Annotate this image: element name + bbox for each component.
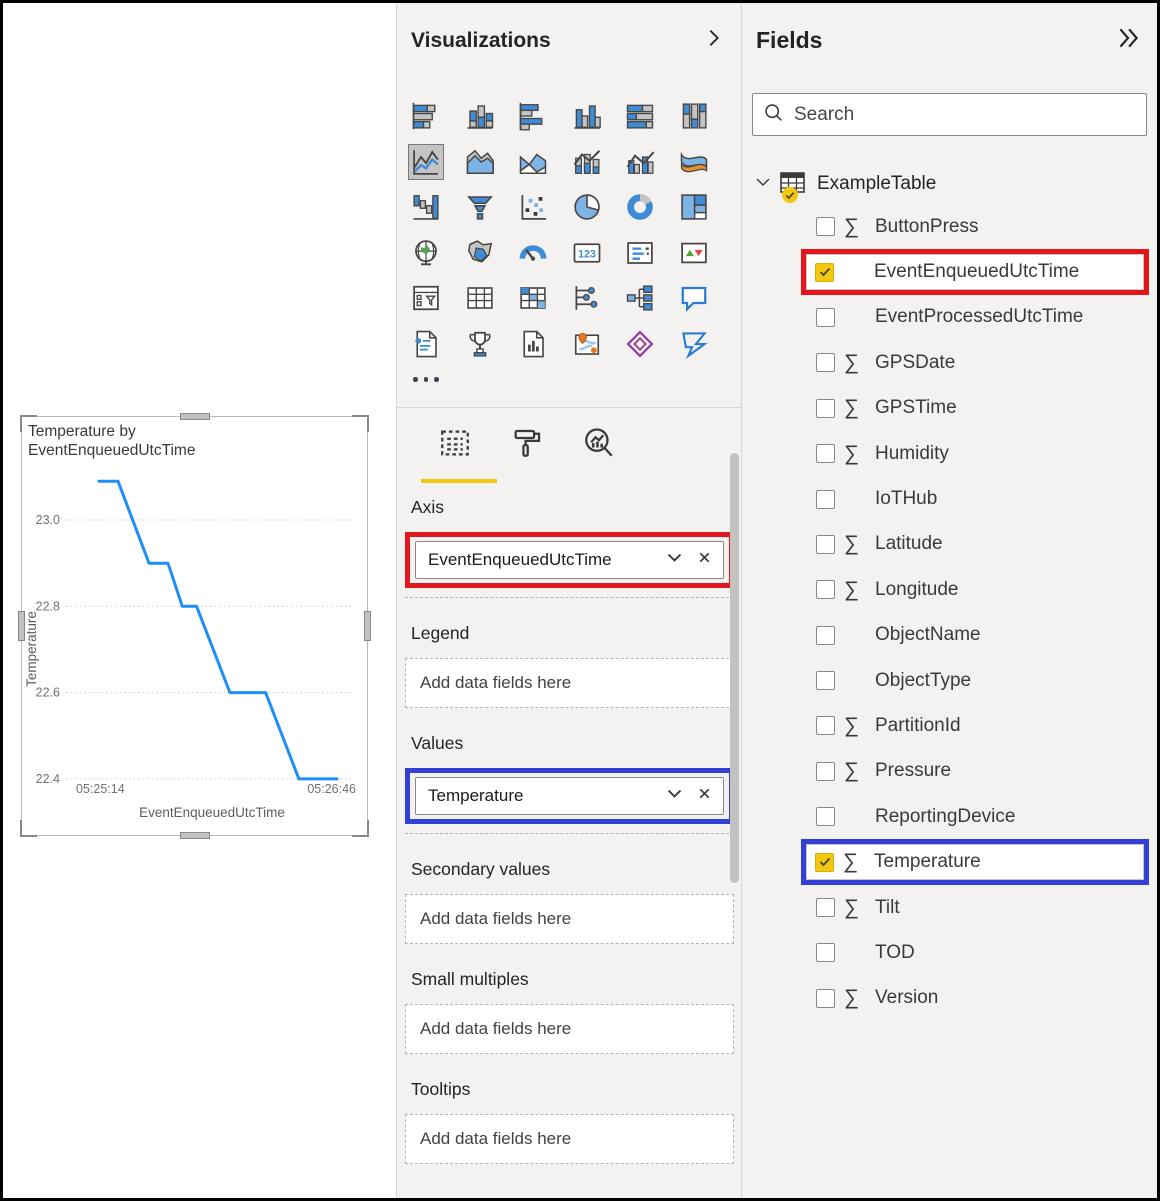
field-label: GPSDate bbox=[875, 351, 956, 373]
field-row-temperature[interactable] bbox=[801, 839, 1149, 884]
fields-pane bbox=[742, 3, 1157, 1198]
sigma-icon: ∑ bbox=[844, 759, 859, 783]
field-label: ObjectName bbox=[875, 624, 981, 646]
field-checkbox-latitude[interactable] bbox=[816, 535, 835, 554]
donut-chart-icon[interactable] bbox=[623, 190, 657, 224]
blue-annotation-box bbox=[405, 768, 734, 824]
search-input[interactable] bbox=[794, 104, 1136, 126]
key-influencers-icon[interactable] bbox=[570, 281, 604, 315]
funnel-chart-icon[interactable] bbox=[463, 190, 497, 224]
empty-well-tooltips[interactable]: Add data fields here bbox=[405, 1114, 734, 1164]
field-checkbox-eventprocessedutctime[interactable] bbox=[816, 308, 835, 327]
pie-chart-icon[interactable] bbox=[570, 190, 604, 224]
sigma-icon: ∑ bbox=[844, 350, 859, 374]
red-annotation-box bbox=[405, 532, 734, 588]
line-clustered-column-chart-icon[interactable] bbox=[623, 145, 657, 179]
field-row-objectname[interactable] bbox=[742, 613, 1157, 658]
power-apps-icon[interactable] bbox=[623, 327, 657, 361]
remove-field-icon[interactable] bbox=[696, 785, 713, 807]
chevron-down-icon[interactable] bbox=[665, 548, 684, 572]
field-row-humidity[interactable] bbox=[742, 431, 1157, 476]
slicer-icon[interactable] bbox=[409, 281, 443, 315]
sigma-icon: ∑ bbox=[844, 577, 859, 601]
field-checkbox-partitionid[interactable] bbox=[816, 716, 835, 735]
field-checkbox-eventenqueuedutctime[interactable] bbox=[815, 263, 834, 282]
field-pill-eventenqueuedutctime[interactable]: EventEnqueuedUtcTime bbox=[415, 541, 724, 579]
field-checkbox-pressure[interactable] bbox=[816, 762, 835, 781]
matrix-icon[interactable] bbox=[516, 281, 550, 315]
field-checkbox-buttonpress[interactable] bbox=[816, 217, 835, 236]
stacked-column-chart-icon[interactable] bbox=[463, 99, 497, 133]
table-icon bbox=[779, 171, 806, 197]
field-label: Temperature bbox=[874, 851, 981, 873]
field-checkbox-humidity[interactable] bbox=[816, 444, 835, 463]
field-label: ReportingDevice bbox=[875, 805, 1016, 827]
visual-type-gallery bbox=[409, 99, 730, 372]
table-checked-badge-icon bbox=[782, 187, 798, 203]
field-row-longitude[interactable] bbox=[742, 567, 1157, 612]
arcgis-map-icon[interactable] bbox=[570, 327, 604, 361]
field-row-eventenqueuedutctime[interactable] bbox=[801, 249, 1149, 294]
field-checkbox-tilt[interactable] bbox=[816, 898, 835, 917]
search-icon bbox=[763, 102, 784, 128]
field-label: PartitionId bbox=[875, 714, 961, 736]
field-label: ButtonPress bbox=[875, 215, 979, 237]
hundred-stacked-bar-chart-icon[interactable] bbox=[623, 99, 657, 133]
divider bbox=[397, 407, 741, 408]
collapse-pane-double-chevron-icon[interactable] bbox=[1115, 25, 1141, 56]
well-label-tooltips: Tooltips bbox=[411, 1079, 471, 1099]
field-checkbox-temperature[interactable] bbox=[815, 853, 834, 872]
line-chart-plot bbox=[22, 473, 369, 835]
field-checkbox-objectname[interactable] bbox=[816, 626, 835, 645]
field-checkbox-gpsdate[interactable] bbox=[816, 353, 835, 372]
paginated-report-icon[interactable] bbox=[409, 327, 443, 361]
sigma-icon: ∑ bbox=[844, 986, 859, 1010]
sigma-icon: ∑ bbox=[844, 396, 859, 420]
field-checkbox-tod[interactable] bbox=[816, 943, 835, 962]
pane-tabs bbox=[437, 423, 617, 463]
field-checkbox-longitude[interactable] bbox=[816, 580, 835, 599]
ribbon-chart-icon[interactable] bbox=[677, 145, 711, 179]
stacked-area-chart-icon[interactable] bbox=[516, 145, 550, 179]
field-row-tod[interactable] bbox=[742, 930, 1157, 975]
field-label: Longitude bbox=[875, 578, 959, 600]
qa-icon[interactable] bbox=[677, 281, 711, 315]
field-row-pressure[interactable] bbox=[742, 749, 1157, 794]
multi-row-card-icon[interactable] bbox=[623, 236, 657, 270]
field-row-iothub[interactable] bbox=[742, 476, 1157, 521]
field-checkbox-iothub[interactable] bbox=[816, 490, 835, 509]
field-checkbox-reportingdevice[interactable] bbox=[816, 807, 835, 826]
fields-list bbox=[742, 204, 1157, 1021]
remove-field-icon[interactable] bbox=[696, 549, 713, 571]
dashed-separator bbox=[405, 597, 734, 598]
field-label: EventEnqueuedUtcTime bbox=[874, 261, 1080, 283]
svg-text:23.0: 23.0 bbox=[35, 513, 60, 527]
field-pill-temperature[interactable]: Temperature bbox=[415, 777, 724, 815]
kpi-icon[interactable] bbox=[677, 236, 711, 270]
well-label-small-multiples: Small multiples bbox=[411, 969, 529, 989]
power-automate-icon[interactable] bbox=[677, 327, 711, 361]
card-icon[interactable] bbox=[570, 236, 604, 270]
stacked-bar-chart-icon[interactable] bbox=[409, 99, 443, 133]
sigma-icon: ∑ bbox=[844, 214, 859, 238]
field-label: IoTHub bbox=[875, 488, 938, 510]
sigma-icon: ∑ bbox=[843, 850, 858, 874]
table-name: ExampleTable bbox=[817, 173, 937, 194]
svg-text:22.6: 22.6 bbox=[35, 685, 60, 700]
sigma-icon: ∑ bbox=[844, 713, 859, 737]
search-box bbox=[752, 93, 1147, 136]
field-label: GPSTime bbox=[875, 397, 957, 419]
field-wells bbox=[405, 493, 734, 1198]
treemap-chart-icon[interactable] bbox=[677, 190, 711, 224]
resize-handle[interactable] bbox=[180, 413, 210, 420]
empty-well-legend[interactable]: Add data fields here bbox=[405, 658, 734, 708]
well-label-values: Values bbox=[411, 733, 464, 753]
svg-text:Temperature: Temperature bbox=[24, 611, 39, 687]
format-tab[interactable] bbox=[509, 423, 545, 463]
svg-text:22.8: 22.8 bbox=[35, 599, 60, 614]
field-label: Version bbox=[875, 987, 939, 1009]
gauge-icon[interactable] bbox=[516, 236, 550, 270]
field-label: EventProcessedUtcTime bbox=[875, 306, 1084, 328]
scrollbar-thumb[interactable] bbox=[730, 453, 739, 883]
field-checkbox-version[interactable] bbox=[816, 989, 835, 1008]
fields-pane-title: Fields bbox=[756, 27, 823, 53]
more-visuals-button[interactable] bbox=[413, 377, 439, 382]
field-checkbox-objecttype[interactable] bbox=[816, 671, 835, 690]
report-icon[interactable] bbox=[516, 327, 550, 361]
table-icon[interactable] bbox=[463, 281, 497, 315]
field-row-objecttype[interactable] bbox=[742, 658, 1157, 703]
field-row-tilt[interactable] bbox=[742, 885, 1157, 930]
area-chart-icon[interactable] bbox=[463, 145, 497, 179]
chevron-down-icon[interactable] bbox=[754, 173, 772, 196]
svg-text:123: 123 bbox=[577, 247, 596, 260]
clustered-column-chart-icon[interactable] bbox=[570, 99, 604, 133]
resize-corner-icon[interactable] bbox=[352, 415, 369, 432]
clustered-bar-chart-icon[interactable] bbox=[516, 99, 550, 133]
field-label: Humidity bbox=[875, 442, 949, 464]
field-label: ObjectType bbox=[875, 669, 972, 691]
line-chart-visual[interactable] bbox=[21, 416, 368, 836]
sigma-icon: ∑ bbox=[844, 895, 859, 919]
field-row-version[interactable] bbox=[742, 976, 1157, 1021]
selected-tab-underline bbox=[421, 479, 497, 483]
field-row-gpstime[interactable] bbox=[742, 386, 1157, 431]
visualizations-pane-title: Visualizations bbox=[411, 28, 551, 52]
field-row-reportingdevice[interactable] bbox=[742, 794, 1157, 839]
filled-map-icon[interactable] bbox=[463, 236, 497, 270]
well-label-axis: Axis bbox=[411, 497, 445, 517]
line-chart-icon[interactable] bbox=[409, 145, 443, 179]
field-row-latitude[interactable] bbox=[742, 522, 1157, 567]
well-label-secondary-values: Secondary values bbox=[411, 859, 551, 879]
field-label: Tilt bbox=[875, 896, 900, 918]
scatter-chart-icon[interactable] bbox=[516, 190, 550, 224]
visualizations-pane bbox=[397, 3, 742, 1198]
well-label-legend: Legend bbox=[411, 623, 470, 643]
table-tree-item[interactable] bbox=[754, 163, 936, 205]
chevron-down-icon[interactable] bbox=[665, 784, 684, 808]
field-row-partitionid[interactable] bbox=[742, 703, 1157, 748]
svg-text:22.4: 22.4 bbox=[35, 771, 60, 786]
map-icon[interactable] bbox=[409, 236, 443, 270]
dashed-separator bbox=[405, 833, 734, 834]
sigma-icon: ∑ bbox=[844, 532, 859, 556]
field-row-gpsdate[interactable] bbox=[742, 340, 1157, 385]
field-row-buttonpress[interactable] bbox=[742, 204, 1157, 249]
field-label: TOD bbox=[875, 941, 915, 963]
line-stacked-column-chart-icon[interactable] bbox=[570, 145, 604, 179]
analytics-tab[interactable] bbox=[581, 423, 617, 463]
field-label: Latitude bbox=[875, 533, 943, 555]
field-checkbox-gpstime[interactable] bbox=[816, 399, 835, 418]
collapse-pane-icon[interactable] bbox=[703, 27, 725, 54]
empty-well-secondary-values[interactable]: Add data fields here bbox=[405, 894, 734, 944]
svg-text:05:25:14: 05:25:14 bbox=[76, 782, 125, 796]
fields-tab[interactable] bbox=[437, 423, 473, 463]
chart-title: Temperature by EventEnqueuedUtcTime bbox=[28, 423, 196, 460]
report-canvas[interactable] bbox=[3, 3, 397, 1198]
waterfall-chart-icon[interactable] bbox=[409, 190, 443, 224]
svg-text:EventEnqueuedUtcTime: EventEnqueuedUtcTime bbox=[139, 805, 285, 820]
field-row-eventprocessedutctime[interactable] bbox=[742, 295, 1157, 340]
empty-well-small-multiples[interactable]: Add data fields here bbox=[405, 1004, 734, 1054]
metrics-icon[interactable] bbox=[463, 327, 497, 361]
decomposition-tree-icon[interactable] bbox=[623, 281, 657, 315]
svg-text:05:26:46: 05:26:46 bbox=[307, 782, 356, 796]
sigma-icon: ∑ bbox=[844, 441, 859, 465]
field-label: Pressure bbox=[875, 760, 952, 782]
hundred-stacked-column-chart-icon[interactable] bbox=[677, 99, 711, 133]
